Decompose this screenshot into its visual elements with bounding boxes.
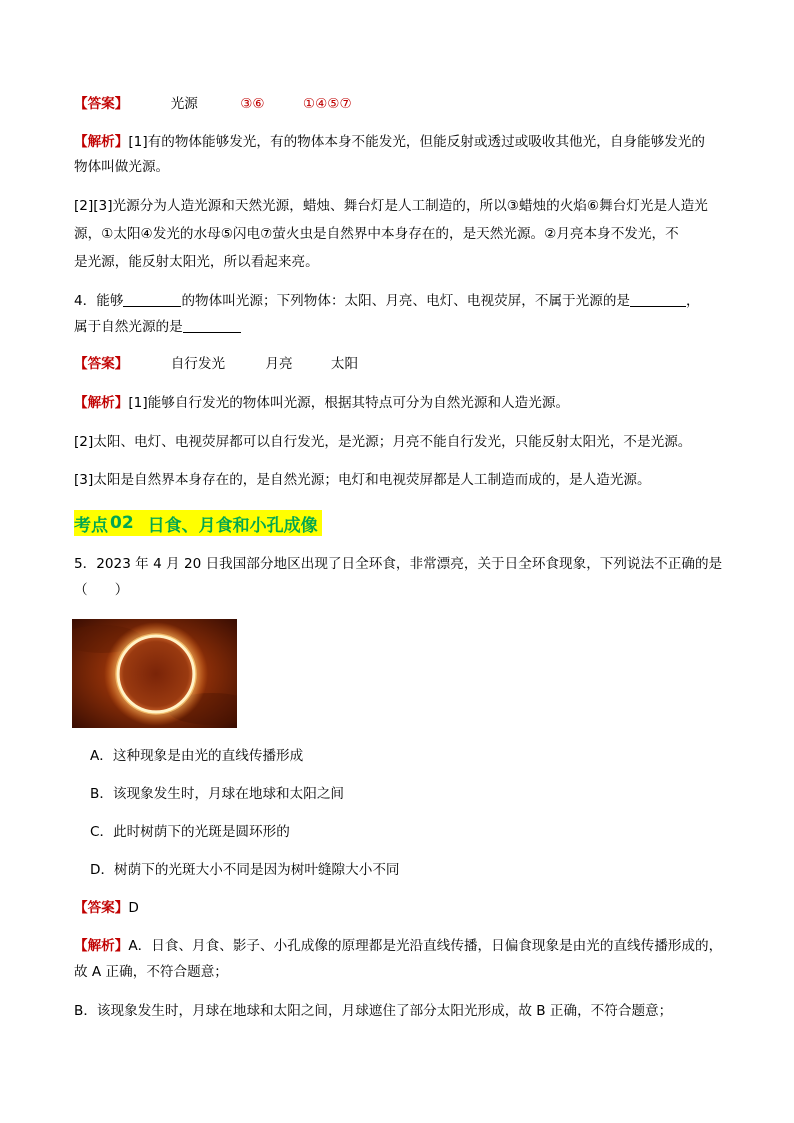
section-number: 02 [110,513,134,533]
q3-analysis-line [74,132,705,152]
answer-item: ①④⑤⑦ [302,96,352,112]
section-title: 日食、月食和小孔成像 [147,515,318,536]
option-b: B．该现象发生时，月球在地球和太阳之间 [90,786,345,802]
answer-item: 太阳 [330,356,359,372]
answer-tag: 【答案】 [74,356,129,372]
section-label: 考点 [74,515,108,536]
analysis-text: [1]能够自行发光的物体叫光源，根据其特点可分为自然光源和人造光源。 [128,395,570,411]
analysis-text: [1]有的物体能够发光，有的物体本身不能发光，但能反射或透过或吸收其他光，自身能够发光的 [128,134,705,150]
analysis-text: 是光源，能反射太阳光，所以看起来亮。 [74,254,319,270]
q4-stem-line2 [74,317,241,337]
q5-answer-line [74,898,139,918]
answer-item: 自行发光 [170,356,226,372]
analysis-text: B．该现象发生时，月球在地球和太阳之间，月球遮住了部分太阳光形成，故 B 正确，不符合题意； [74,1003,673,1019]
stem-text: ， [686,293,700,309]
section-heading [74,510,322,536]
analysis-text: 源，①太阳④发光的水母⑤闪电⑦萤火虫是自然界中本身存在的，是天然光源。②月亮本身不发光，不 [74,226,679,242]
answer-tag: 【答案】 [74,900,129,916]
analysis-text: A．日食、月食、影子、小孔成像的原理都是光沿直线传播，日偏食现象是由光的直线传播形成的， [128,938,723,954]
answer-item: 光源 [170,96,198,112]
option-a: A．这种现象是由光的直线传播形成 [90,748,304,764]
analysis-tag: 【解析】 [74,134,129,150]
answer-tag: 【答案】 [74,96,129,112]
q5-stem: 5．2023 年 4 月 20 日我国部分地区出现了日全环食，非常漂亮，关于日全环食现象，下列说法不正确的是 [74,556,723,572]
q4-answer-line [74,354,358,374]
analysis-text: [3]太阳是自然界本身存在的，是自然光源；电灯和电视荧屏都是人工制造而成的，是人造光源。 [74,472,651,488]
analysis-tag: 【解析】 [74,395,129,411]
q4-analysis-line [74,393,569,413]
stem-text: 4．能够 [74,293,124,309]
analysis-text: 故 A 正确，不符合题意； [74,964,228,980]
blank-line [183,318,241,333]
annular-eclipse-photo [72,619,237,728]
q5-stem-paren: （ ） [74,582,129,598]
option-c: C．此时树荫下的光斑是圆环形的 [90,824,290,840]
stem-text: 属于自然光源的是 [74,319,183,335]
answer-item: ③⑥ [240,96,265,112]
blank-line [630,292,686,307]
answer-item: 月亮 [265,356,293,372]
option-d: D．树荫下的光斑大小不同是因为树叶缝隙大小不同 [90,862,400,878]
analysis-text: 物体叫做光源。 [74,159,170,175]
blank-line [123,292,181,307]
analysis-tag: 【解析】 [74,938,129,954]
stem-text: 的物体叫光源；下列物体：太阳、月亮、电灯、电视荧屏，不属于光源的是 [181,293,631,309]
analysis-text: [2]太阳、电灯、电视荧屏都可以自行发光，是光源；月亮不能自行发光，只能反射太阳光，不是光源。 [74,434,692,450]
analysis-text: [2][3]光源分为人造光源和天然光源，蜡烛、舞台灯是人工制造的，所以③蜡烛的火焰⑥舞台灯光是人造光 [74,198,708,214]
q3-answer-line [74,94,352,114]
q5-analysis-line [74,936,722,956]
q4-stem [74,291,700,311]
answer-item: D [128,900,139,916]
